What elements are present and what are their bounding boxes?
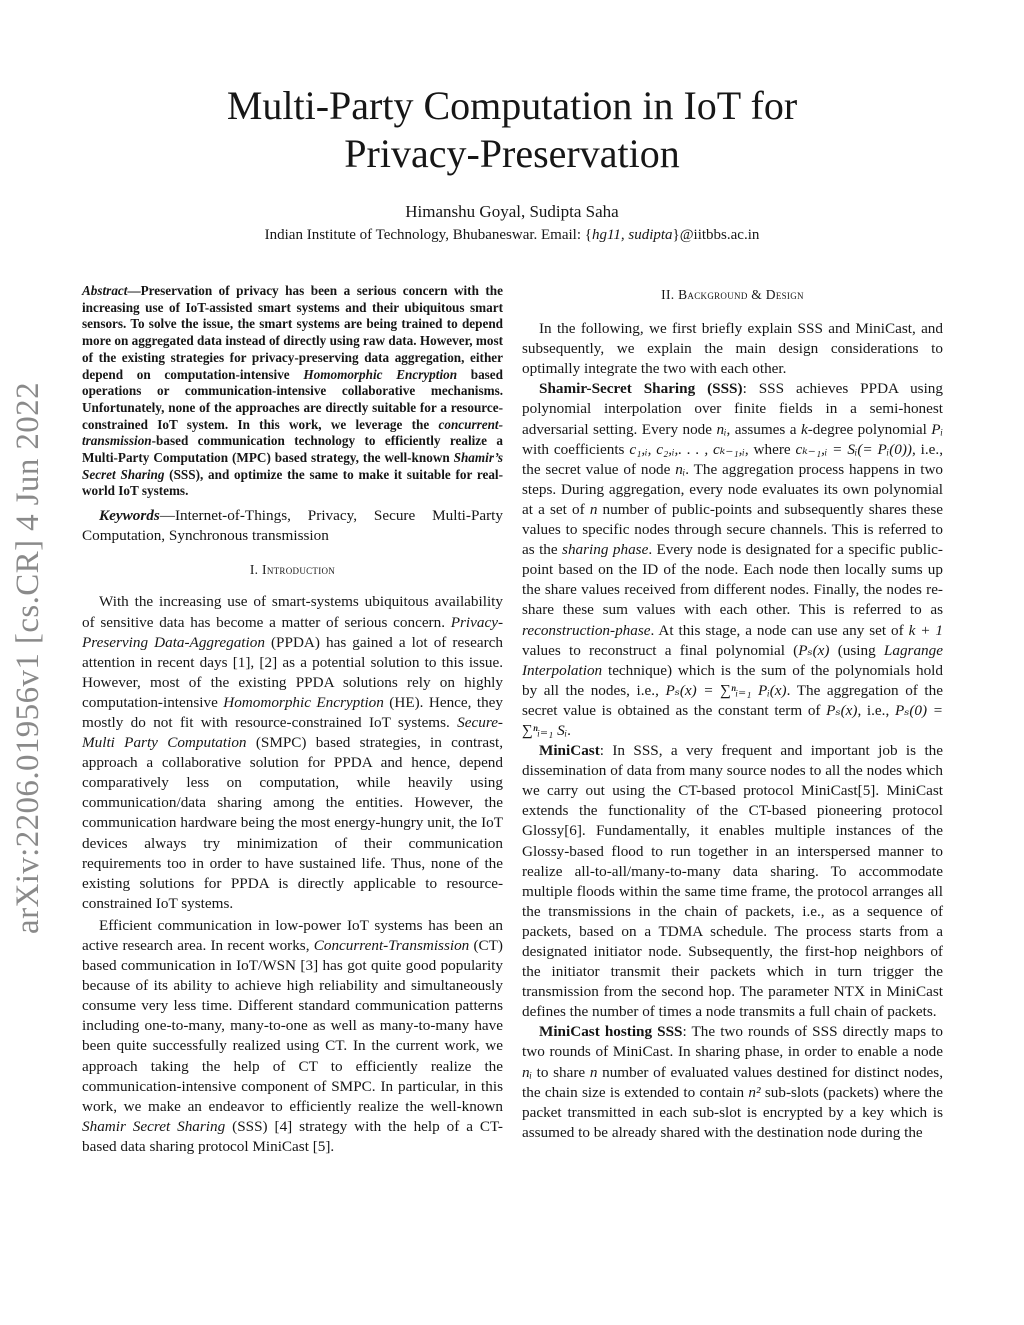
left-column xyxy=(82,283,503,1157)
paper-title xyxy=(100,82,924,178)
authors: Himanshu Goyal, Sudipta Saha xyxy=(405,202,619,221)
background-heading: II. Background & Design xyxy=(661,287,804,302)
minicast-hosting-paragraph: MiniCast hosting SSS: The two rounds of SSS directly maps to two rounds of MiniCast. In sharing phase, in order to enable a node nᵢ to share n number of evaluated values destined for distinct nodes, the chain size is extended to contain n² sub-slots (packets) where the packet transmitted in each sub-slot is encrypted by a key which is assumed to be already shared with the destination node during the xyxy=(522,1023,944,1141)
arxiv-stamp: arXiv:2206.01956v1 [cs.CR] 4 Jun 2022 xyxy=(10,382,46,934)
intro-heading: I. Introduction xyxy=(249,562,336,578)
sss-paragraph: Shamir-Secret Sharing (SSS): SSS achieves PPDA using polynomial interpolation over finite fields in a semi-honest adversarial setting. Every node nᵢ, assumes a k-degree polynomial Pᵢ with coefficients c₁,ᵢ, c₂,ᵢ,. . . , cₖ₋₁,ᵢ, where cₖ₋₁,ᵢ = Sᵢ(= Pᵢ(0)), i.e., the secret value of node nᵢ. The aggregation process happens in two steps. During aggregation, every node evaluates its own polynomial at a set of n number of public-points and subsequently shares these values to specific nodes through secure channels. This is referred to as the sharing phase. Every node is designated for a specific public-point based on the ID of the node. Each node then locally sums up the share values received from different nodes. Finally, the nodes re-share these sum values with each other. This is referred to as reconstruction-phase. At this stage, a node can use any set of k + 1 values to reconstruct a final polynomial (Pₛ(x) (using Lagrange Interpolation technique) which is the sum of the polynomials hold by all the nodes, i.e., Pₛ(x) = ∑ⁿᵢ₌₁ Pᵢ(x). The aggregation of the secret value is obtained as the constant term of Pₛ(x), i.e., Pₛ(0) = ∑ⁿᵢ₌₁ Sᵢ. xyxy=(522,380,944,739)
background-intro: In the following, we first briefly explain SSS and MiniCast, and subsequently, we explain the main design considerations to optimally integrate the two with each other. xyxy=(522,320,943,378)
intro-paragraph-1: With the increasing use of smart-systems ubiquitous availability of sensitive data has become a matter of serious concern. Privacy-Preserving Data-Aggregation (PPDA) has gained a lot of research attention in recent days [1], [2] as a potential solution to this issue. However, most of the existing PPDA solutions rely on highly computation-intensive Homomorphic Encryption (HE). Hence, they mostly do not fit with resource-constrained IoT systems. Secure-Multi Party Computation (SMPC) based strategies, in contrast, approach a collaborative solution for PPDA and hence, depend comparatively less on computation, while heavily using communication/data sharing among the entities. However, the communication hardware being the most energy-hungry unit, the IoT devices always try minimization of their communication requirements too in order to have sustained life. Thus, none of the existing solutions for PPDA is directly applicable to resource-constrained IoT systems. xyxy=(82,593,504,912)
title-line-2: Privacy-Preservation xyxy=(344,131,680,176)
email-users: hg11, sudipta xyxy=(591,227,673,243)
minicast-paragraph: MiniCast: In SSS, a very frequent and important job is the dissemination of data from many source nodes to all the nodes which we carry out using the CT-based protocol MiniCast[5]. MiniCast extends the functionality of the CT-based pioneering protocol Glossy[6]. Fundamentally, it enables multiple instances of the Glossy-based flood to run together in an interspersed manner to realize all-to-all/many-to-many data sharing. To accommodate multiple floods within the same time frame, the protocol arranges all the transmissions in the chain of packets, i.e., as a sequence of packets, based on a TDMA schedule. The process starts from a designated initiator node. Subsequently, the first-hop neighbors of the initiator transmit their packets which in turn trigger the transmission from the second hop. The parameter NTX in MiniCast defines the number of times a node transmits a full chain of packets. xyxy=(522,742,943,1021)
intro-paragraph-2: Efficient communication in low-power IoT systems has been an active research area. In recent works, Concurrent-Transmission (CT) based communication in IoT/WSN [3] has got quite good popularity because of its ability to achieve high reliability and simultaneously consume very less time. Different standard communication patterns including one-to-many, many-to-one as well as many-to-many have been quite successfully realized using CT. In the current work, we approach taking the help of CT to efficiently realize the communication-intensive component of SMPC. In particular, in this work, we make an endeavor to efficiently realize the well-known Shamir Secret Sharing (SSS) [4] strategy with the help of a CT-based data sharing protocol MiniCast [5]. xyxy=(82,916,503,1155)
title-line-1: Multi-Party Computation in IoT for xyxy=(226,83,798,128)
right-column xyxy=(522,283,943,1143)
affiliation: Indian Institute of Technology, Bhubaneswar. Email: {hg11, sudipta}@iitbbs.ac.in xyxy=(264,227,760,243)
abstract: Abstract—Preservation of privacy has been a serious concern with the increasing use of IoT-assisted smart systems and their ubiquitous smart sensors. To solve the issue, the smart systems are being trained to depend more on aggregated data instead of directly using raw data. However, most of the existing strategies for privacy-preserving data aggregation, either depend on computation-intensive Homomorphic Encryption based operations or communication-intensive collaborative mechanisms. Unfortunately, none of the approaches are directly suitable for a resource-constrained IoT system. In this work, we leverage the concurrent-transmission-based communication technology to efficiently realize a Multi-Party Computation (MPC) based strategy, the well-known Shamir’s Secret Sharing (SSS), and optimize the same to make it suitable for real-world IoT systems. xyxy=(82,283,503,499)
keywords: Keywords—Internet-of-Things, Privacy, Secure Multi-Party Computation, Synchronous transmission xyxy=(82,507,503,545)
